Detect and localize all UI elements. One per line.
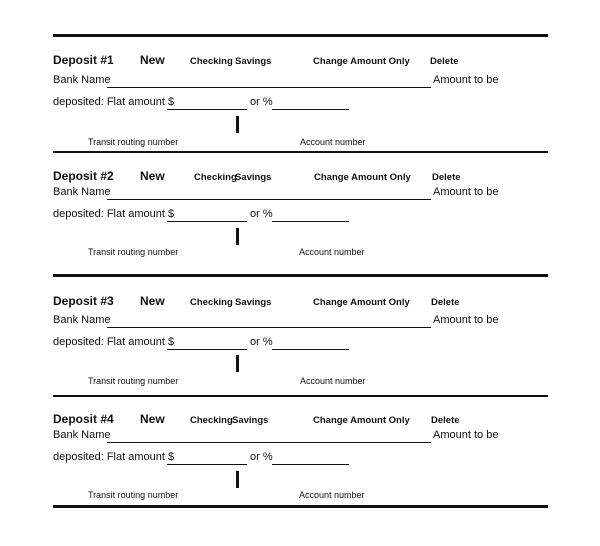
percent-field[interactable] [272, 109, 349, 110]
checking-option[interactable]: Checking [194, 172, 237, 183]
delete-option[interactable]: Delete [431, 415, 460, 426]
flat-amount-field[interactable] [167, 221, 247, 222]
flat-amount-label: deposited: Flat amount $ [53, 208, 175, 220]
checking-option[interactable]: Checking [190, 415, 233, 426]
percent-field[interactable] [272, 464, 349, 465]
bank-name-label: Bank Name [53, 429, 111, 441]
delete-option[interactable]: Delete [430, 56, 459, 67]
bank-name-label: Bank Name [53, 186, 111, 198]
routing-separator-mark [236, 355, 239, 372]
routing-separator-mark [236, 228, 239, 245]
bottom-rule [53, 505, 548, 508]
change-amount-option[interactable]: Change Amount Only [313, 415, 410, 426]
flat-amount-label: deposited: Flat amount $ [53, 451, 175, 463]
bank-name-field[interactable] [107, 442, 431, 443]
account-number-label: Account number [300, 376, 366, 386]
delete-option[interactable]: Delete [432, 172, 461, 183]
percent-label: or % [250, 451, 273, 463]
flat-amount-field[interactable] [167, 464, 247, 465]
routing-number-label: Transit routing number [88, 247, 179, 257]
bank-name-label: Bank Name [53, 314, 111, 326]
amount-to-be-label: Amount to be [433, 429, 499, 441]
savings-option[interactable]: Savings [235, 56, 272, 67]
section-divider [53, 151, 548, 153]
bank-name-field[interactable] [107, 327, 431, 328]
savings-option[interactable]: Savings [235, 297, 272, 308]
routing-number-label: Transit routing number [88, 490, 179, 500]
new-option[interactable]: New [140, 53, 165, 67]
deposit-title: Deposit #1 [53, 53, 114, 67]
amount-to-be-label: Amount to be [433, 186, 499, 198]
percent-label: or % [250, 96, 273, 108]
routing-separator-mark [236, 116, 239, 133]
section-divider [53, 395, 548, 397]
delete-option[interactable]: Delete [431, 297, 460, 308]
deposit-title: Deposit #4 [53, 412, 114, 426]
routing-separator-mark [236, 471, 239, 488]
percent-field[interactable] [272, 221, 349, 222]
bank-name-label: Bank Name [53, 74, 111, 86]
percent-label: or % [250, 336, 273, 348]
account-number-label: Account number [299, 247, 365, 257]
account-number-label: Account number [299, 490, 365, 500]
checking-option[interactable]: Checking [190, 56, 233, 67]
amount-to-be-label: Amount to be [433, 74, 499, 86]
top-rule [53, 34, 548, 37]
bank-name-field[interactable] [107, 199, 431, 200]
new-option[interactable]: New [140, 412, 165, 426]
savings-option[interactable]: Savings [235, 172, 272, 183]
savings-option[interactable]: Savings [232, 415, 269, 426]
flat-amount-label: deposited: Flat amount $ [53, 96, 175, 108]
section-divider [53, 274, 548, 277]
routing-number-label: Transit routing number [88, 137, 179, 147]
percent-label: or % [250, 208, 273, 220]
routing-number-label: Transit routing number [88, 376, 179, 386]
bank-name-field[interactable] [107, 87, 431, 88]
percent-field[interactable] [272, 349, 349, 350]
checking-option[interactable]: Checking [190, 297, 233, 308]
flat-amount-field[interactable] [167, 349, 247, 350]
change-amount-option[interactable]: Change Amount Only [313, 297, 410, 308]
deposit-title: Deposit #2 [53, 169, 114, 183]
new-option[interactable]: New [140, 169, 165, 183]
flat-amount-field[interactable] [167, 109, 247, 110]
change-amount-option[interactable]: Change Amount Only [314, 172, 411, 183]
deposit-title: Deposit #3 [53, 294, 114, 308]
flat-amount-label: deposited: Flat amount $ [53, 336, 175, 348]
amount-to-be-label: Amount to be [433, 314, 499, 326]
account-number-label: Account number [300, 137, 366, 147]
change-amount-option[interactable]: Change Amount Only [313, 56, 410, 67]
new-option[interactable]: New [140, 294, 165, 308]
